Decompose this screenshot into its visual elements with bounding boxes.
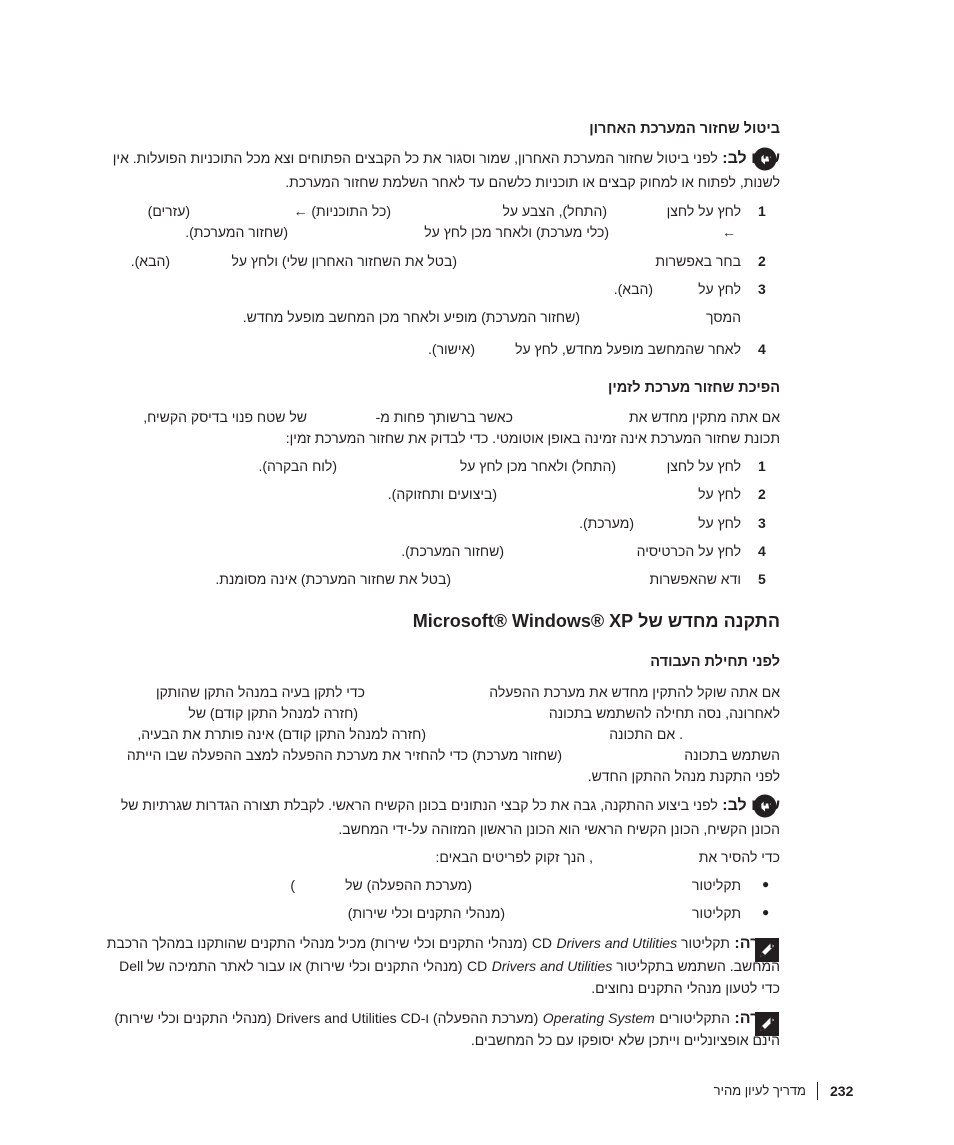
step-number: 4 [758, 341, 766, 357]
page-number: 232 [830, 1083, 854, 1099]
step-number: 3 [758, 515, 766, 531]
bullet-icon: ● [762, 877, 770, 891]
section-heading-cancel-restore: ביטול שחזור המערכת האחרון [589, 121, 780, 137]
note-text-1: הערה: תקליטור CD Drivers and Utilities (מנהלי התקנים וכלי שירות) מכיל מנהלי התקנים שהותקנו במהלך הרכבת [106, 935, 780, 952]
step-number: 5 [758, 571, 766, 587]
subheading-before-start: לפני תחילת העבודה [650, 654, 780, 670]
note-text-2: המחשב. השתמש בתקליטור CD Drivers and Utilities (מנהלי התקנים וכלי שירות) או עבור לאתר התמיכה של Dell [119, 958, 780, 974]
note-text-3: כדי לטעון מנהלי התקנים נחוצים. [591, 980, 780, 996]
footer-title: מדריך לעיון מהיר [713, 1083, 806, 1098]
step-number: 3 [758, 281, 766, 297]
caution-label: שים לב: [722, 150, 780, 167]
note-label: הערה: [734, 935, 780, 952]
note-text-2: הינם אופציונליים וייתכן שלא יסופקו עם כל המחשבים. [470, 1032, 780, 1048]
note-text-1: הערה: התקליטורים Operating System (מערכת ההפעלה) ו-Drivers and Utilities CD (מנהלי התקנים וכלי שירות) [114, 1010, 780, 1027]
step-number: 4 [758, 543, 766, 559]
bullet-icon: ● [762, 905, 770, 919]
footer-divider [817, 1082, 818, 1100]
step-number: 2 [758, 253, 766, 269]
section-heading-enable-restore: הפיכת שחזור מערכת לזמין [608, 380, 780, 396]
section-heading-reinstall-xp: התקנה מחדש של Microsoft® Windows® XP [412, 611, 780, 631]
caution-text-1: שים לב: לפני ביצוע ההתקנה, גבה את כל קבצי הנתונים בכונן הקשיח הראשי. לקבלת תצורה הגדרות שגרתיות של [120, 797, 780, 814]
step-number: 2 [758, 486, 766, 502]
step-number: 1 [758, 203, 766, 219]
caution-text-2: לשנות, לפתוח או למחוק קבצים או תוכניות כלשהם עד לאחר השלמת שחזור המערכת. [285, 174, 780, 190]
caution-label: שים לב: [722, 797, 780, 814]
step-number: 1 [758, 458, 766, 474]
caution-text-2: הכונן הקשיח, הכונן הקשיח הראשי הוא הכונן הראשון המזוהה על-ידי המחשב. [338, 821, 780, 837]
caution-text-1: שים לב: לפני ביטול שחזור המערכת האחרון, שמור וסגור את כל הקבצים הפתוחים וצא מכל התוכניות הפועלות. אין [112, 150, 780, 167]
note-label: הערה: [734, 1010, 780, 1027]
